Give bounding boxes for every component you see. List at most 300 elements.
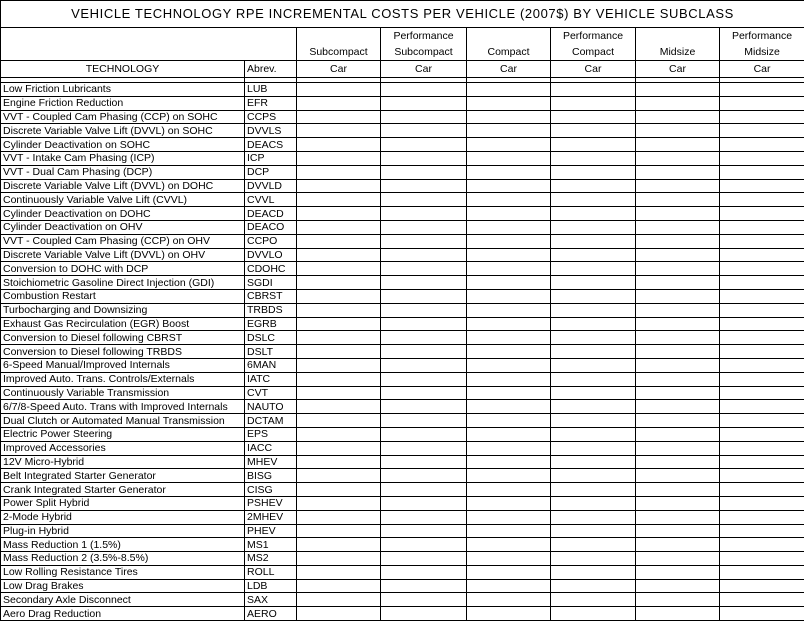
cost-cell[interactable] (297, 110, 381, 124)
cost-cell[interactable] (381, 303, 467, 317)
cost-cell[interactable] (297, 317, 381, 331)
cost-cell[interactable] (467, 607, 551, 621)
technology-abbrev[interactable]: CCPS (245, 110, 297, 124)
technology-name[interactable]: Engine Friction Reduction (1, 96, 245, 110)
cost-cell[interactable] (720, 427, 804, 441)
cost-cell[interactable] (720, 565, 804, 579)
technology-abbrev[interactable]: MS1 (245, 538, 297, 552)
cost-cell[interactable] (467, 496, 551, 510)
technology-name[interactable]: Continuously Variable Valve Lift (CVVL) (1, 193, 245, 207)
cost-cell[interactable] (297, 262, 381, 276)
cost-cell[interactable] (297, 345, 381, 359)
cost-cell[interactable] (636, 110, 720, 124)
technology-abbrev[interactable]: CBRST (245, 289, 297, 303)
technology-abbrev[interactable]: BISG (245, 469, 297, 483)
cost-cell[interactable] (551, 400, 636, 414)
cost-cell[interactable] (636, 496, 720, 510)
cost-cell[interactable] (297, 593, 381, 607)
cost-cell[interactable] (636, 289, 720, 303)
technology-name[interactable]: VVT - Intake Cam Phasing (ICP) (1, 151, 245, 165)
technology-name[interactable]: Belt Integrated Starter Generator (1, 469, 245, 483)
cost-cell[interactable] (297, 138, 381, 152)
cost-cell[interactable] (297, 96, 381, 110)
cost-cell[interactable] (381, 552, 467, 566)
cost-cell[interactable] (297, 400, 381, 414)
cost-cell[interactable] (381, 579, 467, 593)
cost-cell[interactable] (297, 496, 381, 510)
technology-name[interactable]: Mass Reduction 2 (3.5%-8.5%) (1, 552, 245, 566)
cost-cell[interactable] (297, 414, 381, 428)
technology-name[interactable]: Cylinder Deactivation on SOHC (1, 138, 245, 152)
technology-abbrev[interactable]: ICP (245, 151, 297, 165)
cost-cell[interactable] (297, 151, 381, 165)
cost-cell[interactable] (297, 303, 381, 317)
cost-cell[interactable] (720, 469, 804, 483)
cost-cell[interactable] (636, 483, 720, 497)
cost-cell[interactable] (467, 400, 551, 414)
cost-cell[interactable] (381, 151, 467, 165)
cost-cell[interactable] (467, 469, 551, 483)
cost-cell[interactable] (297, 331, 381, 345)
cost-cell[interactable] (297, 165, 381, 179)
cost-cell[interactable] (551, 151, 636, 165)
cost-cell[interactable] (636, 193, 720, 207)
technology-abbrev[interactable]: DSLC (245, 331, 297, 345)
cost-cell[interactable] (636, 345, 720, 359)
cost-cell[interactable] (636, 358, 720, 372)
cost-cell[interactable] (297, 372, 381, 386)
technology-abbrev[interactable]: EFR (245, 96, 297, 110)
cost-cell[interactable] (720, 303, 804, 317)
cost-cell[interactable] (551, 510, 636, 524)
cost-cell[interactable] (467, 165, 551, 179)
cost-cell[interactable] (720, 345, 804, 359)
cost-cell[interactable] (551, 607, 636, 621)
cost-cell[interactable] (467, 455, 551, 469)
cost-cell[interactable] (467, 358, 551, 372)
cost-cell[interactable] (381, 607, 467, 621)
cost-cell[interactable] (720, 414, 804, 428)
technology-name[interactable]: Power Split Hybrid (1, 496, 245, 510)
cost-cell[interactable] (467, 138, 551, 152)
technology-name[interactable]: Low Drag Brakes (1, 579, 245, 593)
cost-cell[interactable] (381, 345, 467, 359)
cost-cell[interactable] (551, 303, 636, 317)
cost-cell[interactable] (551, 345, 636, 359)
cost-cell[interactable] (720, 262, 804, 276)
cost-cell[interactable] (720, 193, 804, 207)
cost-cell[interactable] (381, 165, 467, 179)
cost-cell[interactable] (551, 524, 636, 538)
cost-cell[interactable] (720, 138, 804, 152)
technology-abbrev[interactable]: IATC (245, 372, 297, 386)
cost-cell[interactable] (720, 165, 804, 179)
cost-cell[interactable] (720, 441, 804, 455)
cost-cell[interactable] (551, 317, 636, 331)
cost-cell[interactable] (551, 193, 636, 207)
cost-cell[interactable] (720, 331, 804, 345)
cost-cell[interactable] (720, 538, 804, 552)
cost-cell[interactable] (720, 386, 804, 400)
technology-name[interactable]: Conversion to Diesel following TRBDS (1, 345, 245, 359)
cost-cell[interactable] (551, 372, 636, 386)
cost-cell[interactable] (381, 317, 467, 331)
cost-cell[interactable] (297, 248, 381, 262)
cost-cell[interactable] (720, 579, 804, 593)
cost-cell[interactable] (720, 179, 804, 193)
cost-cell[interactable] (720, 151, 804, 165)
cost-cell[interactable] (381, 441, 467, 455)
technology-name[interactable]: Conversion to Diesel following CBRST (1, 331, 245, 345)
cost-cell[interactable] (467, 193, 551, 207)
cost-cell[interactable] (297, 179, 381, 193)
cost-cell[interactable] (467, 96, 551, 110)
cost-cell[interactable] (720, 593, 804, 607)
cost-cell[interactable] (381, 400, 467, 414)
cost-cell[interactable] (381, 427, 467, 441)
technology-abbrev[interactable]: CVT (245, 386, 297, 400)
cost-cell[interactable] (551, 579, 636, 593)
cost-cell[interactable] (720, 524, 804, 538)
cost-cell[interactable] (297, 220, 381, 234)
cost-cell[interactable] (297, 455, 381, 469)
cost-cell[interactable] (551, 124, 636, 138)
cost-cell[interactable] (551, 276, 636, 290)
cost-cell[interactable] (551, 496, 636, 510)
cost-cell[interactable] (381, 483, 467, 497)
cost-cell[interactable] (720, 510, 804, 524)
cost-cell[interactable] (467, 386, 551, 400)
cost-cell[interactable] (467, 483, 551, 497)
technology-abbrev[interactable]: DVVLS (245, 124, 297, 138)
technology-name[interactable]: 6-Speed Manual/Improved Internals (1, 358, 245, 372)
cost-cell[interactable] (381, 276, 467, 290)
cost-cell[interactable] (381, 524, 467, 538)
cost-cell[interactable] (636, 151, 720, 165)
cost-cell[interactable] (636, 331, 720, 345)
cost-cell[interactable] (636, 593, 720, 607)
cost-cell[interactable] (467, 317, 551, 331)
cost-cell[interactable] (467, 289, 551, 303)
technology-name[interactable]: VVT - Coupled Cam Phasing (CCP) on SOHC (1, 110, 245, 124)
cost-cell[interactable] (720, 124, 804, 138)
technology-name[interactable]: Discrete Variable Valve Lift (DVVL) on DOHC (1, 179, 245, 193)
cost-cell[interactable] (636, 455, 720, 469)
cost-cell[interactable] (551, 83, 636, 97)
cost-cell[interactable] (636, 179, 720, 193)
cost-cell[interactable] (297, 510, 381, 524)
cost-cell[interactable] (467, 524, 551, 538)
cost-cell[interactable] (636, 469, 720, 483)
technology-abbrev[interactable]: CISG (245, 483, 297, 497)
technology-name[interactable]: Mass Reduction 1 (1.5%) (1, 538, 245, 552)
cost-cell[interactable] (467, 441, 551, 455)
cost-cell[interactable] (551, 565, 636, 579)
technology-name[interactable]: Continuously Variable Transmission (1, 386, 245, 400)
cost-cell[interactable] (551, 386, 636, 400)
cost-cell[interactable] (551, 220, 636, 234)
cost-cell[interactable] (467, 372, 551, 386)
cost-cell[interactable] (467, 552, 551, 566)
technology-abbrev[interactable]: IACC (245, 441, 297, 455)
technology-abbrev[interactable]: CVVL (245, 193, 297, 207)
cost-cell[interactable] (551, 441, 636, 455)
cost-cell[interactable] (467, 248, 551, 262)
cost-cell[interactable] (720, 400, 804, 414)
technology-abbrev[interactable]: DEACD (245, 207, 297, 221)
cost-cell[interactable] (381, 193, 467, 207)
cost-cell[interactable] (381, 414, 467, 428)
technology-name[interactable]: Combustion Restart (1, 289, 245, 303)
cost-cell[interactable] (551, 207, 636, 221)
cost-cell[interactable] (381, 83, 467, 97)
cost-cell[interactable] (467, 510, 551, 524)
cost-cell[interactable] (467, 207, 551, 221)
cost-cell[interactable] (467, 345, 551, 359)
cost-cell[interactable] (297, 607, 381, 621)
cost-cell[interactable] (467, 83, 551, 97)
technology-name[interactable]: Improved Auto. Trans. Controls/Externals (1, 372, 245, 386)
technology-name[interactable]: Discrete Variable Valve Lift (DVVL) on OHV (1, 248, 245, 262)
cost-cell[interactable] (551, 538, 636, 552)
cost-cell[interactable] (381, 220, 467, 234)
technology-abbrev[interactable]: MS2 (245, 552, 297, 566)
cost-cell[interactable] (636, 124, 720, 138)
cost-cell[interactable] (297, 193, 381, 207)
cost-cell[interactable] (720, 83, 804, 97)
cost-cell[interactable] (551, 234, 636, 248)
cost-cell[interactable] (720, 455, 804, 469)
technology-abbrev[interactable]: 2MHEV (245, 510, 297, 524)
cost-cell[interactable] (467, 593, 551, 607)
technology-abbrev[interactable]: MHEV (245, 455, 297, 469)
cost-cell[interactable] (636, 400, 720, 414)
cost-cell[interactable] (467, 579, 551, 593)
cost-cell[interactable] (720, 358, 804, 372)
cost-cell[interactable] (636, 552, 720, 566)
cost-cell[interactable] (551, 289, 636, 303)
cost-cell[interactable] (297, 552, 381, 566)
technology-abbrev[interactable]: TRBDS (245, 303, 297, 317)
cost-cell[interactable] (381, 372, 467, 386)
cost-cell[interactable] (381, 96, 467, 110)
cost-cell[interactable] (297, 358, 381, 372)
cost-cell[interactable] (720, 483, 804, 497)
cost-cell[interactable] (636, 427, 720, 441)
cost-cell[interactable] (551, 414, 636, 428)
technology-abbrev[interactable]: DEACO (245, 220, 297, 234)
cost-cell[interactable] (467, 234, 551, 248)
technology-abbrev[interactable]: CCPO (245, 234, 297, 248)
cost-cell[interactable] (381, 234, 467, 248)
cost-cell[interactable] (381, 289, 467, 303)
cost-cell[interactable] (381, 110, 467, 124)
cost-cell[interactable] (467, 179, 551, 193)
cost-cell[interactable] (297, 483, 381, 497)
cost-cell[interactable] (636, 262, 720, 276)
technology-abbrev[interactable]: DCTAM (245, 414, 297, 428)
cost-cell[interactable] (381, 496, 467, 510)
cost-cell[interactable] (381, 331, 467, 345)
cost-cell[interactable] (551, 469, 636, 483)
cost-cell[interactable] (720, 248, 804, 262)
cost-cell[interactable] (551, 483, 636, 497)
technology-abbrev[interactable]: SAX (245, 593, 297, 607)
technology-abbrev[interactable]: ROLL (245, 565, 297, 579)
technology-abbrev[interactable]: LUB (245, 83, 297, 97)
cost-cell[interactable] (636, 414, 720, 428)
cost-cell[interactable] (551, 427, 636, 441)
cost-cell[interactable] (551, 165, 636, 179)
technology-name[interactable]: Dual Clutch or Automated Manual Transmission (1, 414, 245, 428)
cost-cell[interactable] (297, 524, 381, 538)
technology-name[interactable]: VVT - Dual Cam Phasing (DCP) (1, 165, 245, 179)
cost-cell[interactable] (381, 138, 467, 152)
technology-abbrev[interactable]: PSHEV (245, 496, 297, 510)
technology-name[interactable]: Stoichiometric Gasoline Direct Injection (GDI) (1, 276, 245, 290)
technology-name[interactable]: Electric Power Steering (1, 427, 245, 441)
cost-cell[interactable] (381, 262, 467, 276)
technology-name[interactable]: Crank Integrated Starter Generator (1, 483, 245, 497)
cost-cell[interactable] (467, 414, 551, 428)
technology-name[interactable]: Cylinder Deactivation on DOHC (1, 207, 245, 221)
cost-cell[interactable] (720, 289, 804, 303)
technology-name[interactable]: Improved Accessories (1, 441, 245, 455)
cost-cell[interactable] (720, 234, 804, 248)
cost-cell[interactable] (720, 496, 804, 510)
cost-cell[interactable] (297, 469, 381, 483)
cost-cell[interactable] (467, 110, 551, 124)
technology-name[interactable]: Conversion to DOHC with DCP (1, 262, 245, 276)
cost-cell[interactable] (551, 110, 636, 124)
cost-cell[interactable] (381, 124, 467, 138)
cost-cell[interactable] (467, 538, 551, 552)
cost-cell[interactable] (467, 262, 551, 276)
technology-abbrev[interactable]: NAUTO (245, 400, 297, 414)
cost-cell[interactable] (297, 538, 381, 552)
cost-cell[interactable] (720, 372, 804, 386)
cost-cell[interactable] (381, 358, 467, 372)
cost-cell[interactable] (381, 593, 467, 607)
technology-name[interactable]: Cylinder Deactivation on OHV (1, 220, 245, 234)
technology-name[interactable]: 6/7/8-Speed Auto. Trans with Improved Internals (1, 400, 245, 414)
technology-abbrev[interactable]: PHEV (245, 524, 297, 538)
cost-cell[interactable] (297, 427, 381, 441)
technology-abbrev[interactable]: EPS (245, 427, 297, 441)
cost-cell[interactable] (297, 207, 381, 221)
cost-cell[interactable] (551, 593, 636, 607)
cost-cell[interactable] (551, 179, 636, 193)
cost-cell[interactable] (720, 220, 804, 234)
cost-cell[interactable] (636, 83, 720, 97)
cost-cell[interactable] (297, 579, 381, 593)
cost-cell[interactable] (297, 276, 381, 290)
cost-cell[interactable] (551, 248, 636, 262)
cost-cell[interactable] (636, 441, 720, 455)
cost-cell[interactable] (636, 510, 720, 524)
cost-cell[interactable] (297, 289, 381, 303)
technology-name[interactable]: Turbocharging and Downsizing (1, 303, 245, 317)
technology-abbrev[interactable]: DVVLO (245, 248, 297, 262)
cost-cell[interactable] (636, 96, 720, 110)
cost-cell[interactable] (467, 124, 551, 138)
cost-cell[interactable] (720, 552, 804, 566)
technology-abbrev[interactable]: EGRB (245, 317, 297, 331)
cost-cell[interactable] (467, 276, 551, 290)
cost-cell[interactable] (636, 538, 720, 552)
cost-cell[interactable] (381, 538, 467, 552)
technology-name[interactable]: Low Friction Lubricants (1, 83, 245, 97)
cost-cell[interactable] (381, 386, 467, 400)
cost-cell[interactable] (381, 565, 467, 579)
cost-cell[interactable] (297, 565, 381, 579)
cost-cell[interactable] (636, 579, 720, 593)
technology-name[interactable]: Plug-in Hybrid (1, 524, 245, 538)
cost-cell[interactable] (551, 262, 636, 276)
cost-cell[interactable] (381, 510, 467, 524)
technology-name[interactable]: Low Rolling Resistance Tires (1, 565, 245, 579)
cost-cell[interactable] (381, 469, 467, 483)
cost-cell[interactable] (381, 455, 467, 469)
technology-name[interactable]: 12V Micro-Hybrid (1, 455, 245, 469)
cost-cell[interactable] (636, 207, 720, 221)
cost-cell[interactable] (467, 427, 551, 441)
cost-cell[interactable] (636, 138, 720, 152)
technology-abbrev[interactable]: DEACS (245, 138, 297, 152)
cost-cell[interactable] (720, 607, 804, 621)
cost-cell[interactable] (720, 110, 804, 124)
cost-cell[interactable] (467, 303, 551, 317)
cost-cell[interactable] (720, 276, 804, 290)
technology-name[interactable]: Secondary Axle Disconnect (1, 593, 245, 607)
cost-cell[interactable] (381, 179, 467, 193)
cost-cell[interactable] (636, 303, 720, 317)
cost-cell[interactable] (636, 276, 720, 290)
cost-cell[interactable] (297, 234, 381, 248)
cost-cell[interactable] (636, 220, 720, 234)
technology-name[interactable]: Exhaust Gas Recirculation (EGR) Boost (1, 317, 245, 331)
technology-name[interactable]: 2-Mode Hybrid (1, 510, 245, 524)
cost-cell[interactable] (636, 317, 720, 331)
cost-cell[interactable] (297, 441, 381, 455)
technology-abbrev[interactable]: CDOHC (245, 262, 297, 276)
technology-name[interactable]: Aero Drag Reduction (1, 607, 245, 621)
cost-cell[interactable] (636, 372, 720, 386)
cost-cell[interactable] (467, 151, 551, 165)
cost-cell[interactable] (551, 552, 636, 566)
technology-abbrev[interactable]: DCP (245, 165, 297, 179)
technology-abbrev[interactable]: 6MAN (245, 358, 297, 372)
cost-cell[interactable] (636, 524, 720, 538)
cost-cell[interactable] (636, 248, 720, 262)
cost-cell[interactable] (720, 317, 804, 331)
technology-name[interactable]: VVT - Coupled Cam Phasing (CCP) on OHV (1, 234, 245, 248)
cost-cell[interactable] (297, 124, 381, 138)
cost-cell[interactable] (636, 386, 720, 400)
technology-abbrev[interactable]: AERO (245, 607, 297, 621)
cost-cell[interactable] (297, 386, 381, 400)
cost-cell[interactable] (636, 165, 720, 179)
cost-cell[interactable] (551, 358, 636, 372)
cost-cell[interactable] (381, 207, 467, 221)
cost-cell[interactable] (381, 248, 467, 262)
cost-cell[interactable] (720, 96, 804, 110)
cost-cell[interactable] (551, 96, 636, 110)
technology-abbrev[interactable]: DVVLD (245, 179, 297, 193)
technology-name[interactable]: Discrete Variable Valve Lift (DVVL) on SOHC (1, 124, 245, 138)
cost-cell[interactable] (551, 455, 636, 469)
cost-cell[interactable] (467, 220, 551, 234)
